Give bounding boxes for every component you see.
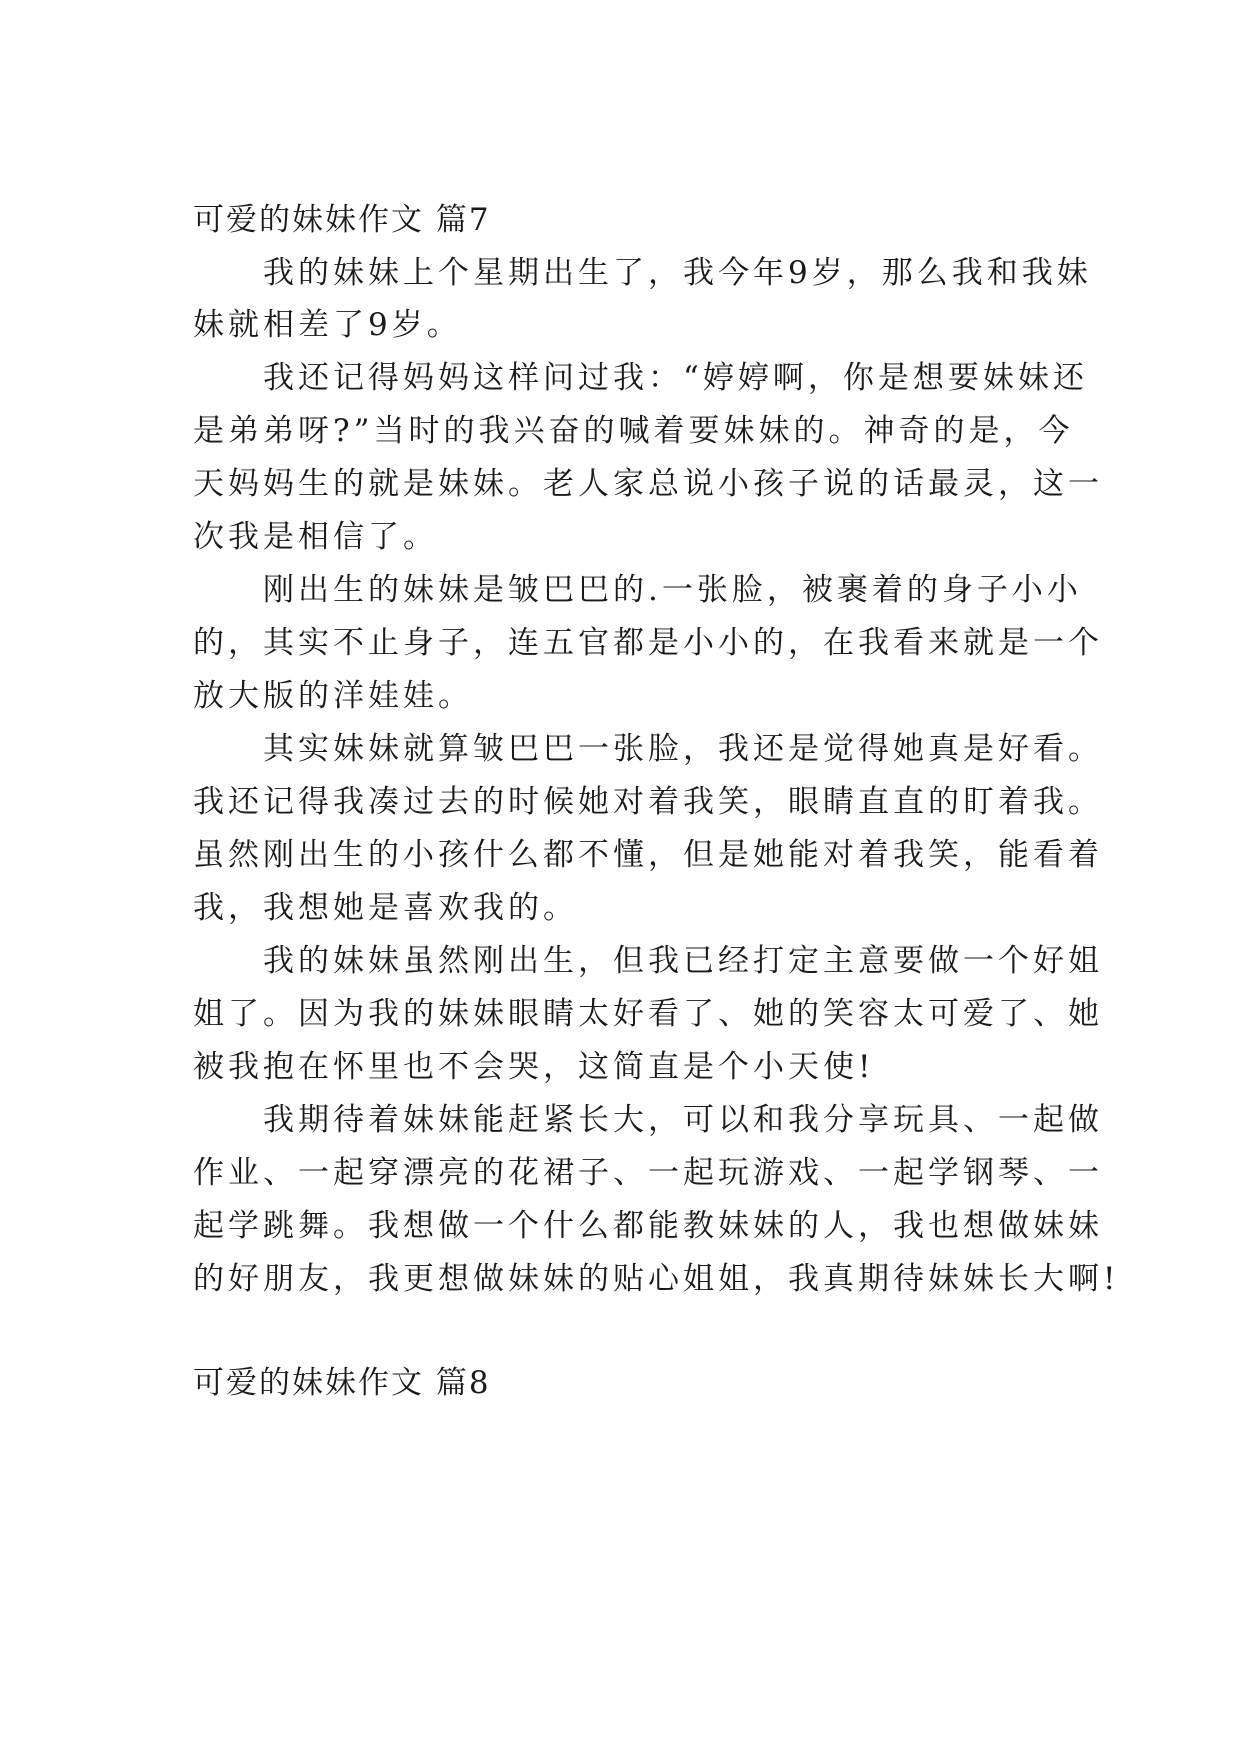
- paragraph-line: 我还记得我凑过去的时候她对着我笑，眼睛直直的盯着我。: [193, 784, 1103, 820]
- paragraph-line: 的好朋友，我更想做妹妹的贴心姐姐，我真期待妹妹长大啊!: [193, 1261, 1120, 1297]
- essay-heading: 可爱的妹妹作文 篇8: [193, 1365, 491, 1401]
- paragraph-line: 我的妹妹上个星期出生了，我今年9岁，那么我和我妹: [193, 255, 1092, 291]
- paragraph-line: 的，其实不止身子，连五官都是小小的，在我看来就是一个: [193, 625, 1103, 661]
- paragraph-line: 刚出生的妹妹是皱巴巴的.一张脸，被裹着的身子小小: [193, 572, 1082, 608]
- paragraph-line: 我的妹妹虽然刚出生，但我已经打定主意要做一个好姐: [193, 943, 1103, 979]
- paragraph-line: 天妈妈生的就是妹妹。老人家总说小孩子说的话最灵，这一: [193, 466, 1103, 502]
- paragraph-line: 起学跳舞。我想做一个什么都能教妹妹的人，我也想做妹妹: [193, 1208, 1103, 1244]
- paragraph-line: 虽然刚出生的小孩什么都不懂，但是她能对着我笑，能看着: [193, 837, 1103, 873]
- paragraph-line: 我，我想她是喜欢我的。: [193, 890, 578, 926]
- paragraph-line: 次我是相信了。: [193, 519, 438, 555]
- paragraph-line: 妹就相差了9岁。: [193, 307, 462, 343]
- paragraph-line: 被我抱在怀里也不会哭，这简直是个小天使!: [193, 1049, 875, 1085]
- essay-heading: 可爱的妹妹作文 篇7: [193, 202, 491, 238]
- paragraph-line: 是弟弟呀?”当时的我兴奋的喊着要妹妹的。神奇的是，今: [193, 413, 1074, 449]
- paragraph-line: 放大版的洋娃娃。: [193, 678, 473, 714]
- paragraph-line: 我还记得妈妈这样问过我：“婷婷啊，你是想要妹妹还: [193, 360, 1088, 396]
- paragraph-line: 姐了。因为我的妹妹眼睛太好看了、她的笑容太可爱了、她: [193, 996, 1103, 1032]
- paragraph-line: 我期待着妹妹能赶紧长大，可以和我分享玩具、一起做: [193, 1102, 1103, 1138]
- paragraph-line: 其实妹妹就算皱巴巴一张脸，我还是觉得她真是好看。: [193, 731, 1103, 767]
- document-page: [193, 0, 1120, 1754]
- paragraph-line: 作业、一起穿漂亮的花裙子、一起玩游戏、一起学钢琴、一: [193, 1155, 1103, 1191]
